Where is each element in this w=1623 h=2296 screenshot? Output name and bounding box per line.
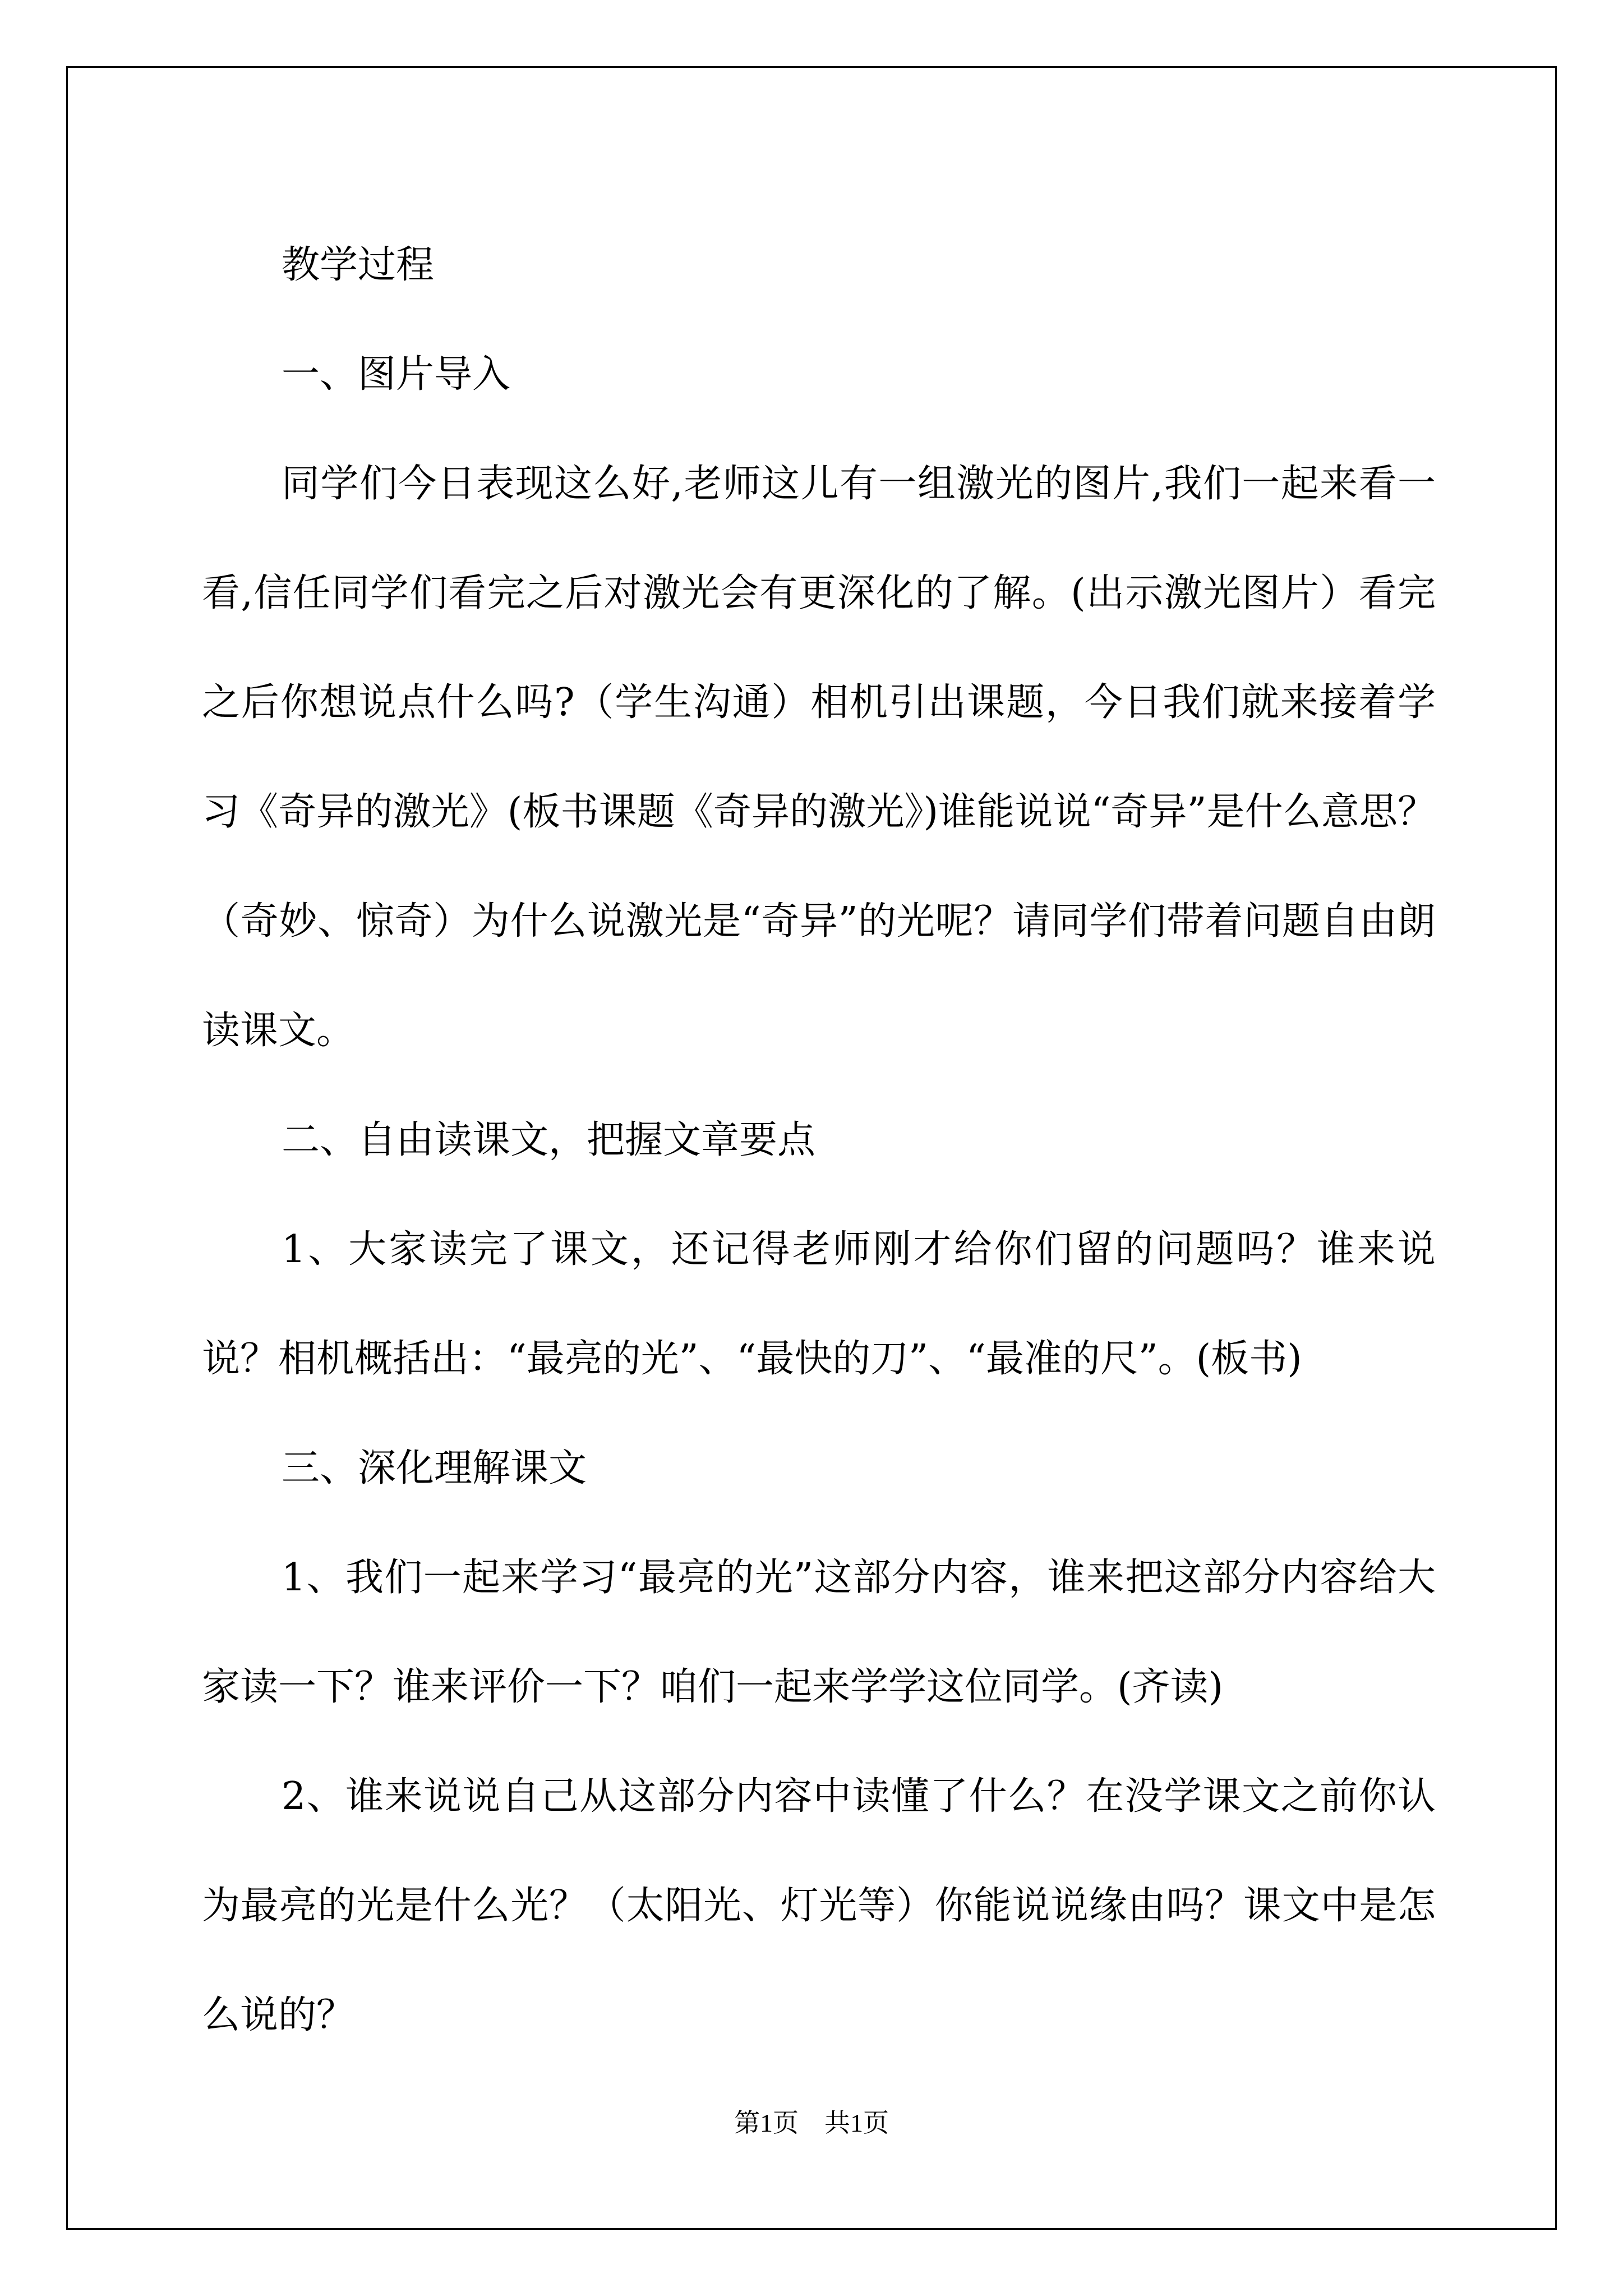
page-number-footer: 第1页 共1页 xyxy=(734,2109,889,2137)
paragraph-reading-question: 1、大家读完了课文，还记得老师刚才给你们留的问题吗？谁来说说？相机概括出：“最亮的光”、“最快的刀”、“最准的尺”。(板书) xyxy=(202,1227,1436,1381)
paragraph-brightest-light: 1、我们一起来学习“最亮的光”这部分内容，谁来把这部分内容给大家读一下？谁来评价一下？咱们一起来学学这位同学。(齐读) xyxy=(202,1556,1436,1709)
section-heading-picture-intro: 一、图片导入 xyxy=(282,352,511,397)
section-heading-free-reading: 二、自由读课文，把握文章要点 xyxy=(282,1118,816,1162)
paragraph-discussion: 2、谁来说说自己从这部分内容中读懂了什么？在没学课文之前你认为最亮的光是什么光？（太阳光、灯光等）你能说说缘由吗？课文中是怎么说的？ xyxy=(202,1774,1436,2037)
section-heading-deep-understanding: 三、深化理解课文 xyxy=(282,1446,587,1490)
document-body xyxy=(202,210,1436,2070)
paragraph-intro: 同学们今日表现这么好,老师这儿有一组激光的图片,我们一起来看一看,信任同学们看完之后对激光会有更深化的了解。(出示激光图片）看完之后你想说点什么吗?（学生沟通）相机引出课题，今日我们就来接着学习《奇异的激光》(板书课题《奇异的激光》)谁能说说“奇异”是什么意思？（奇妙、惊奇）为什么说激光是“奇异”的光呢？请同学们带着问题自由朗读课文。 xyxy=(202,462,1436,1053)
heading-teaching-process: 教学过程 xyxy=(282,243,435,287)
